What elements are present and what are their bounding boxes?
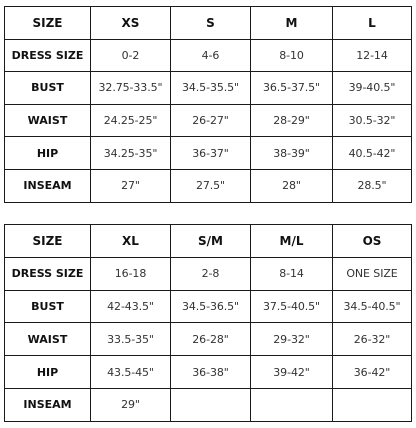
table-row bbox=[5, 388, 412, 421]
header-cell: SIZE bbox=[5, 225, 91, 258]
header-cell: S bbox=[171, 7, 251, 40]
table-cell bbox=[251, 388, 333, 421]
row-label: BUST bbox=[5, 72, 91, 105]
table-row bbox=[5, 39, 412, 72]
table-cell: 29-32" bbox=[251, 323, 333, 356]
header-cell: SIZE bbox=[5, 7, 91, 40]
table-cell: 8-10 bbox=[251, 39, 333, 72]
table-cell: 39-42" bbox=[251, 356, 333, 389]
table-cell: 28.5" bbox=[333, 169, 412, 202]
table-cell: 36-38" bbox=[171, 356, 251, 389]
size-chart-table-bottom bbox=[4, 224, 412, 422]
table-row bbox=[5, 104, 412, 137]
table-cell: 0-2 bbox=[91, 39, 171, 72]
table-cell: 28-29" bbox=[251, 104, 333, 137]
table-header-row bbox=[5, 225, 412, 258]
row-label: DRESS SIZE bbox=[5, 39, 91, 72]
table-cell: 26-27" bbox=[171, 104, 251, 137]
table-cell: 42-43.5" bbox=[91, 290, 171, 323]
table-cell: 27.5" bbox=[171, 169, 251, 202]
header-cell: S/M bbox=[171, 225, 251, 258]
header-cell: M/L bbox=[251, 225, 333, 258]
table-cell: 27" bbox=[91, 169, 171, 202]
table-cell: 26-32" bbox=[333, 323, 412, 356]
table-cell: 34.25-35" bbox=[91, 137, 171, 170]
table-cell: 24.25-25" bbox=[91, 104, 171, 137]
table-cell: 38-39" bbox=[251, 137, 333, 170]
table-cell: 12-14 bbox=[333, 39, 412, 72]
table-cell: 29" bbox=[91, 388, 171, 421]
table-cell: 33.5-35" bbox=[91, 323, 171, 356]
table-cell: 40.5-42" bbox=[333, 137, 412, 170]
table-cell: 36-42" bbox=[333, 356, 412, 389]
row-label: INSEAM bbox=[5, 169, 91, 202]
table-cell: 28" bbox=[251, 169, 333, 202]
row-label: DRESS SIZE bbox=[5, 257, 91, 290]
table-row bbox=[5, 169, 412, 202]
table-cell bbox=[333, 388, 412, 421]
table-cell: 4-6 bbox=[171, 39, 251, 72]
size-chart-table-top bbox=[4, 6, 412, 203]
header-cell: M bbox=[251, 7, 333, 40]
table-cell: 36-37" bbox=[171, 137, 251, 170]
header-cell: OS bbox=[333, 225, 412, 258]
row-label: WAIST bbox=[5, 104, 91, 137]
table-row bbox=[5, 137, 412, 170]
table-cell: ONE SIZE bbox=[333, 257, 412, 290]
table-cell: 2-8 bbox=[171, 257, 251, 290]
row-label: BUST bbox=[5, 290, 91, 323]
table-cell: 32.75-33.5" bbox=[91, 72, 171, 105]
header-cell: L bbox=[333, 7, 412, 40]
table-cell: 39-40.5" bbox=[333, 72, 412, 105]
row-label: HIP bbox=[5, 356, 91, 389]
table-row bbox=[5, 290, 412, 323]
row-label: WAIST bbox=[5, 323, 91, 356]
table-row bbox=[5, 257, 412, 290]
table-row bbox=[5, 72, 412, 105]
table-cell bbox=[171, 388, 251, 421]
table-cell: 36.5-37.5" bbox=[251, 72, 333, 105]
header-cell: XS bbox=[91, 7, 171, 40]
row-label: INSEAM bbox=[5, 388, 91, 421]
table-header-row bbox=[5, 7, 412, 40]
header-cell: XL bbox=[91, 225, 171, 258]
table-cell: 34.5-40.5" bbox=[333, 290, 412, 323]
table-cell: 34.5-35.5" bbox=[171, 72, 251, 105]
table-row bbox=[5, 323, 412, 356]
table-cell: 34.5-36.5" bbox=[171, 290, 251, 323]
table-cell: 16-18 bbox=[91, 257, 171, 290]
table-cell: 37.5-40.5" bbox=[251, 290, 333, 323]
table-cell: 43.5-45" bbox=[91, 356, 171, 389]
table-cell: 8-14 bbox=[251, 257, 333, 290]
table-row bbox=[5, 356, 412, 389]
table-cell: 26-28" bbox=[171, 323, 251, 356]
table-cell: 30.5-32" bbox=[333, 104, 412, 137]
row-label: HIP bbox=[5, 137, 91, 170]
